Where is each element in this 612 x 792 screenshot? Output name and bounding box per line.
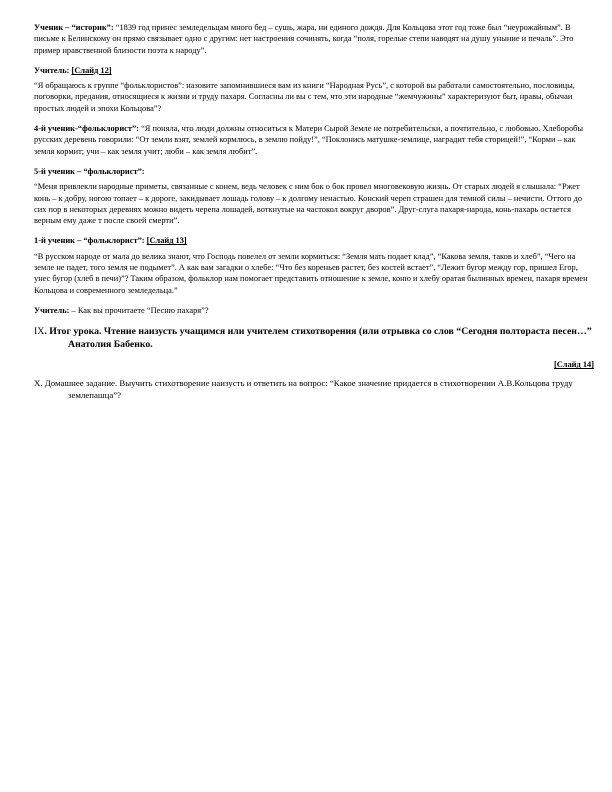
paragraph-folklorist-5 bbox=[34, 181, 594, 226]
slide-13-link[interactable]: [Слайд 13] bbox=[146, 236, 187, 246]
paragraph-teacher-song bbox=[34, 305, 594, 316]
paragraph-text: “Меня привлекли народные приметы, связанные с конем, ведь человек с ним бок о бок провел многовековую жизнь. От старых людей я слышала: “Ржет конь – к добру, ногою топает – к дороге, закидывает лошадь голову – к долгому ненастью. Конский череп страшен для темной силы – нечисти. Оттого до сих пор в некоторых деревнях можно видеть черепа лошадей, воткнутые на частокол вокруг дворов”. Друг-слуга пахаря-народа, конь-пахарь остается верным ему даже т после своей смерти”. bbox=[34, 182, 583, 226]
section-text: X. Домашнее задание. Выучить стихотворение наизусть и ответить на вопрос: “Какое значение придается в стихотворении А.В.Кольцова труду землепашца”? bbox=[34, 378, 573, 400]
paragraph-historian bbox=[34, 22, 594, 56]
slide-14-link[interactable]: [Слайд 14] bbox=[553, 360, 594, 370]
section-10-homework bbox=[34, 378, 594, 401]
section-number: IX bbox=[34, 326, 45, 338]
slide-14-row bbox=[34, 359, 594, 370]
paragraph-teacher-question bbox=[34, 80, 594, 114]
slide-12-link[interactable]: [Слайд 12] bbox=[71, 65, 112, 75]
paragraph-folklorist-1-heading bbox=[34, 235, 594, 246]
paragraph-folklorist-4 bbox=[34, 123, 594, 157]
paragraph-text: “1839 год принес земледельцам много бед – сушь, жара, ни единого дождя. Для Кольцова этот год тоже был “неурожайным”. В письме к Белинскому он прямо связывает одно с другим: нет настроения сочинять, когда “поля, горелые степи наводят на душу уныние и печаль”. Это пример нравственной близости поэта к народу”. bbox=[34, 23, 574, 55]
speaker-label: 4-й ученик-“фольклорист”: bbox=[34, 124, 139, 134]
speaker-label: 5-й ученик – “фольклорист”: bbox=[34, 166, 145, 176]
speaker-label: Учитель: bbox=[34, 65, 70, 75]
section-9-heading bbox=[34, 325, 594, 351]
paragraph-text: “Я обращаюсь к группе “фольклористов”: назовите запомнившиеся вам из книги “Народная Русь”, с которой вы работали самостоятельно, пословицы, поговорки, предания, относящиеся к жизни и труду пахаря. Согласны ли вы с тем, что эти народные “жемчужины” характеризуют быт, нравы, обычаи простых людей и эпохи Кольцова”? bbox=[34, 81, 575, 113]
paragraph-folklorist-1 bbox=[34, 251, 594, 296]
section-text: . Итог урока. Чтение наизусть учащимся или учителем стихотворения (или отрывка со слов “Сегодня полтораста песен…” Анатолия Бабенко. bbox=[44, 326, 592, 351]
speaker-label: Ученик – “историк”: bbox=[34, 23, 114, 32]
paragraph-folklorist-5-heading bbox=[34, 166, 594, 177]
speaker-label: Учитель: bbox=[34, 305, 70, 315]
paragraph-teacher-slide12 bbox=[34, 65, 594, 76]
paragraph-text: “Я поняла, что люди должны относиться к Матери Сырой Земле не потребительски, а почтительно, с любовью. Хлеборобы русских деревень говорили: “От земли взят, землей кормлюсь, в землю пойду!”, “Поклонись матушке-землице, наградит тебя сторицей!”, “Корми – как земля кормит; учи – как земля учит; люби – как земля любит”. bbox=[34, 124, 584, 156]
speaker-label: 1-й ученик – “фольклорист”: bbox=[34, 236, 145, 246]
paragraph-text: – Как вы прочитаете “Песню пахаря”? bbox=[69, 305, 209, 315]
paragraph-text: “В русском народе от мала до велика знают, что Господь повелел от земли кормиться: “Земля мать подает клад”, “Какова земля, таков и хлеб”, “Чего на земле не падет, того земля не подымет”. А как вам загадки о хлебе: “Что без кореньев растет, без костей встает”, “Лежит бугор между гор, пришел Егор, унес бугор (хлеб в печи)”? Таким образом, фольклор нам помогает представить отношение к земле, коню и хлебу оратая былинных времен, пахаря времен Кольцова и современного земледельца.” bbox=[34, 251, 588, 295]
